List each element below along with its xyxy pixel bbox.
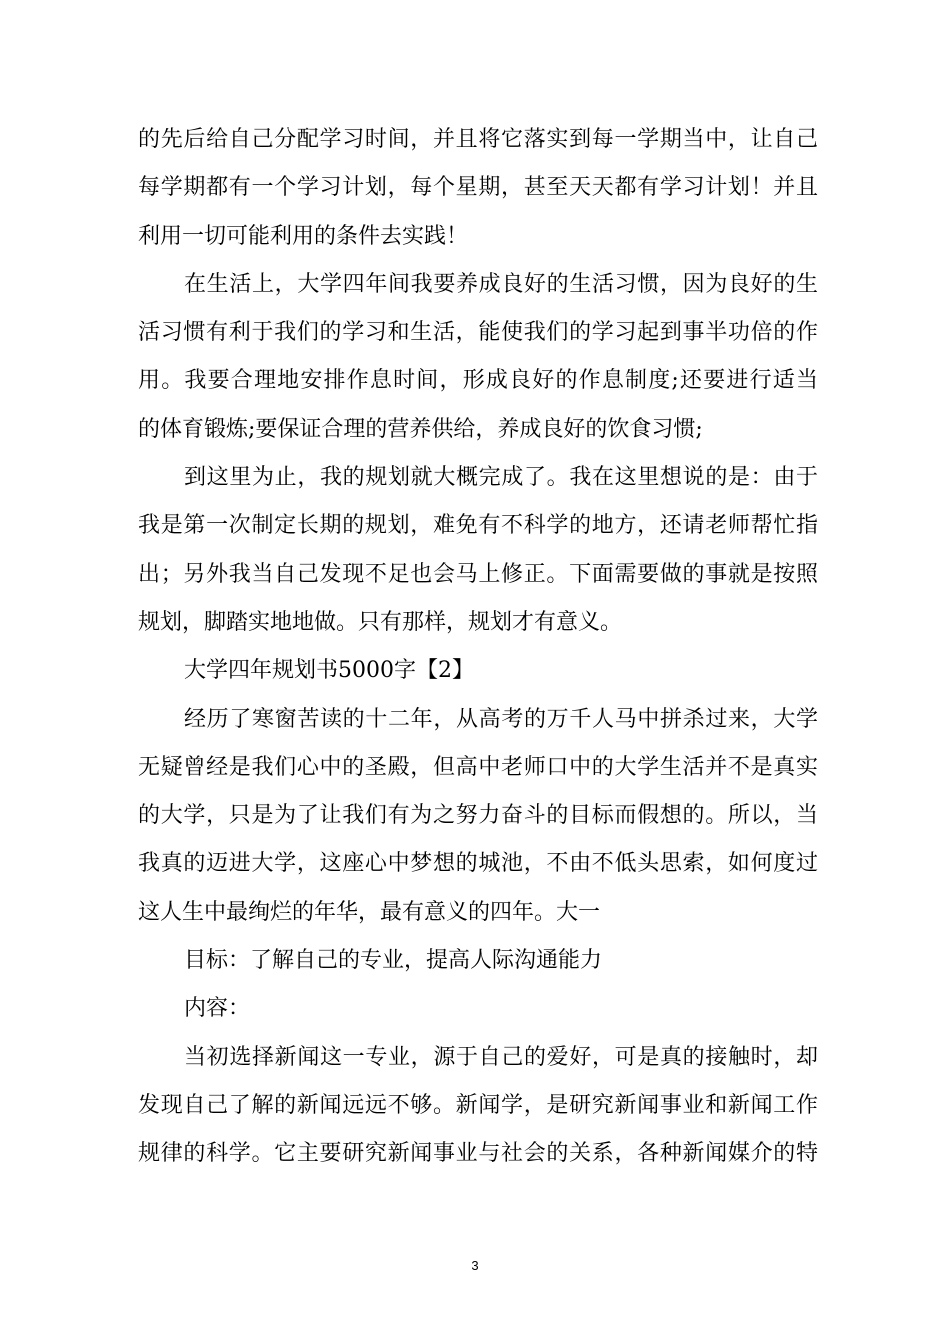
text-line: 规律的科学。它主要研究新闻事业与社会的关系，各种新闻媒介的特 xyxy=(138,1141,818,1167)
text-line: 经历了寒窗苦读的十二年，从高考的万千人马中拼杀过来，大学 xyxy=(184,706,818,732)
text-line: 利用一切可能利用的条件去实践！ xyxy=(138,223,469,249)
text-line: 无疑曾经是我们心中的圣殿，但高中老师口中的大学生活并不是真实 xyxy=(138,754,818,780)
text-line: 内容： xyxy=(184,996,251,1022)
text-line: 到这里为止，我的规划就大概完成了。我在这里想说的是：由于 xyxy=(184,465,818,491)
text-line: 当初选择新闻这一专业，源于自己的爱好，可是真的接触时，却 xyxy=(184,1044,818,1070)
text-line: 我真的迈进大学，这座心中梦想的城池，不由不低头思索，如何度过 xyxy=(138,851,818,877)
text-line: 的大学，只是为了让我们有为之努力奋斗的目标而假想的。所以，当 xyxy=(138,803,818,829)
text-line: 在生活上，大学四年间我要养成良好的生活习惯，因为良好的生 xyxy=(184,271,818,297)
text-line: 这人生中最绚烂的年华，最有意义的四年。大一 xyxy=(138,899,601,925)
text-line: 每学期都有一个学习计划，每个星期，甚至天天都有学习计划！并且 xyxy=(138,175,818,201)
text-line: 我是第一次制定长期的规划，难免有不科学的地方，还请老师帮忙指 xyxy=(138,513,818,539)
text-line: 出；另外我当自己发现不足也会马上修正。下面需要做的事就是按照 xyxy=(138,561,818,587)
section-heading: 大学四年规划书5000字【2】 xyxy=(184,658,474,684)
page-number: 3 xyxy=(471,1258,479,1273)
text-line: 规划，脚踏实地地做。只有那样，规划才有意义。 xyxy=(138,609,623,635)
text-line: 的体育锻炼;要保证合理的营养供给，养成良好的饮食习惯; xyxy=(138,416,703,442)
text-line: 用。我要合理地安排作息时间，形成良好的作息制度;还要进行适当 xyxy=(138,368,818,394)
body-text xyxy=(138,116,818,1179)
text-line: 活习惯有利于我们的学习和生活，能使我们的学习起到事半功倍的作 xyxy=(138,320,818,346)
text-line: 发现自己了解的新闻远远不够。新闻学，是研究新闻事业和新闻工作 xyxy=(138,1092,818,1118)
text-line: 的先后给自己分配学习时间，并且将它落实到每一学期当中，让自己 xyxy=(138,127,818,152)
text-line: 目标：了解自己的专业，提高人际沟通能力 xyxy=(184,948,603,974)
